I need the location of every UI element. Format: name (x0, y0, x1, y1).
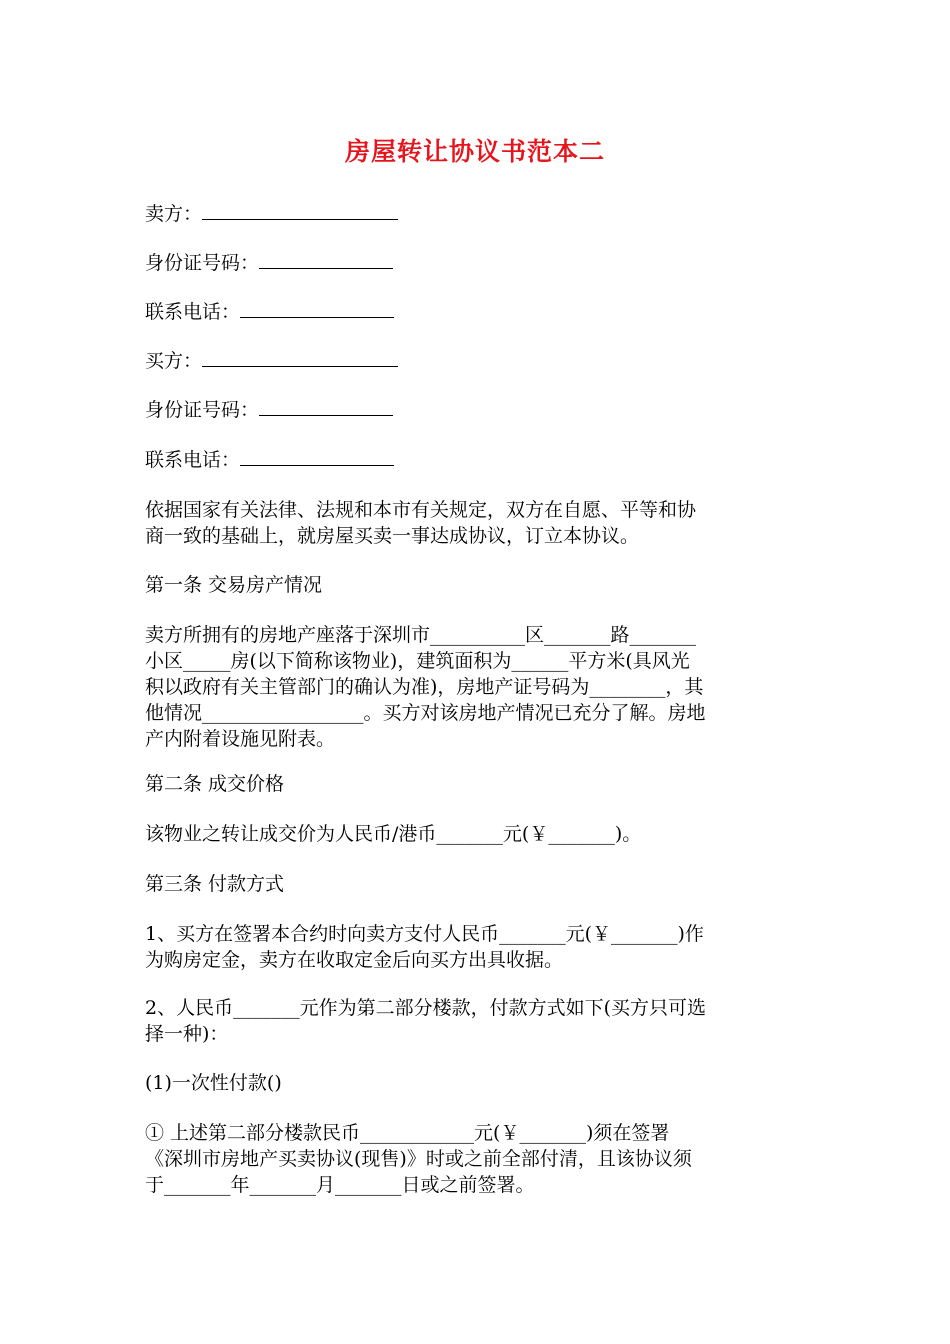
seller-id-label: 身份证号码： (145, 252, 260, 274)
buyer-blank (202, 348, 398, 367)
payment-option-1: (1)一次性付款() (145, 1072, 282, 1094)
buyer-id-field (145, 397, 807, 423)
buyer-label: 买方： (145, 350, 203, 372)
intro-line: 依据国家有关法律、法规和本市有关规定，双方在自愿、平等和协 (145, 499, 697, 521)
article-3-item-1-line: 为购房定金，卖方在收取定金后向买方出具收据。 (145, 949, 564, 971)
article-2-heading: 第二条 成交价格 (145, 773, 285, 795)
seller-label: 卖方： (145, 203, 203, 225)
buyer-phone-label: 联系电话： (145, 449, 241, 471)
article-3-item-1 (145, 921, 807, 973)
article-1-line: 卖方所拥有的房地产座落于深圳市__________区_______路_______ (145, 624, 697, 646)
article-1-body (145, 622, 807, 752)
seller-id-blank (259, 250, 393, 269)
seller-id-field (145, 250, 807, 276)
article-3-item-2-line: 择一种)： (145, 1023, 229, 1045)
seller-phone-label: 联系电话： (145, 301, 241, 323)
buyer-id-label: 身份证号码： (145, 399, 260, 421)
article-3-item-1-line: 1、买方在签署本合约时向卖方支付人民币_______元(￥_______)作 (145, 923, 704, 945)
intro-paragraph (145, 497, 807, 549)
option-1-detail-line: ① 上述第二部分楼款民币____________元(￥_______)须在签署 (145, 1122, 670, 1144)
buyer-phone-blank (240, 447, 394, 466)
payment-option-1-detail (145, 1120, 807, 1198)
article-2-body: 该物业之转让成交价为人民币/港币_______元(￥_______)。 (145, 823, 642, 845)
seller-phone-blank (240, 299, 394, 318)
article-3-item-2 (145, 995, 807, 1047)
article-3-heading: 第三条 付款方式 (145, 873, 285, 895)
seller-phone-field (145, 299, 807, 325)
article-1-line: 积以政府有关主管部门的确认为准)，房地产证号码为________，其 (145, 676, 704, 698)
document-title: 房屋转让协议书范本二 (344, 137, 605, 166)
article-1-heading: 第一条 交易房产情况 (145, 574, 323, 596)
article-3-item-2-line: 2、人民币_______元作为第二部分楼款，付款方式如下(买方只可选 (145, 997, 707, 1019)
seller-blank (202, 201, 398, 220)
article-1-line: 小区_____房(以下简称该物业)，建筑面积为______平方米(具风光 (145, 650, 690, 672)
article-1-line: 他情况_________________。买方对该房地产情况已充分了解。房地 (145, 702, 706, 724)
article-1-line: 产内附着设施见附表。 (145, 728, 336, 750)
intro-line: 商一致的基础上，就房屋买卖一事达成协议，订立本协议。 (145, 525, 640, 547)
seller-field (145, 201, 807, 227)
option-1-detail-line: 《深圳市房地产买卖协议(现售)》时或之前全部付清，且该协议须 (145, 1148, 692, 1170)
buyer-field (145, 348, 807, 374)
buyer-phone-field (145, 447, 807, 473)
option-1-detail-line: 于_______年_______月_______日或之前签署。 (145, 1174, 535, 1196)
buyer-id-blank (259, 397, 393, 416)
